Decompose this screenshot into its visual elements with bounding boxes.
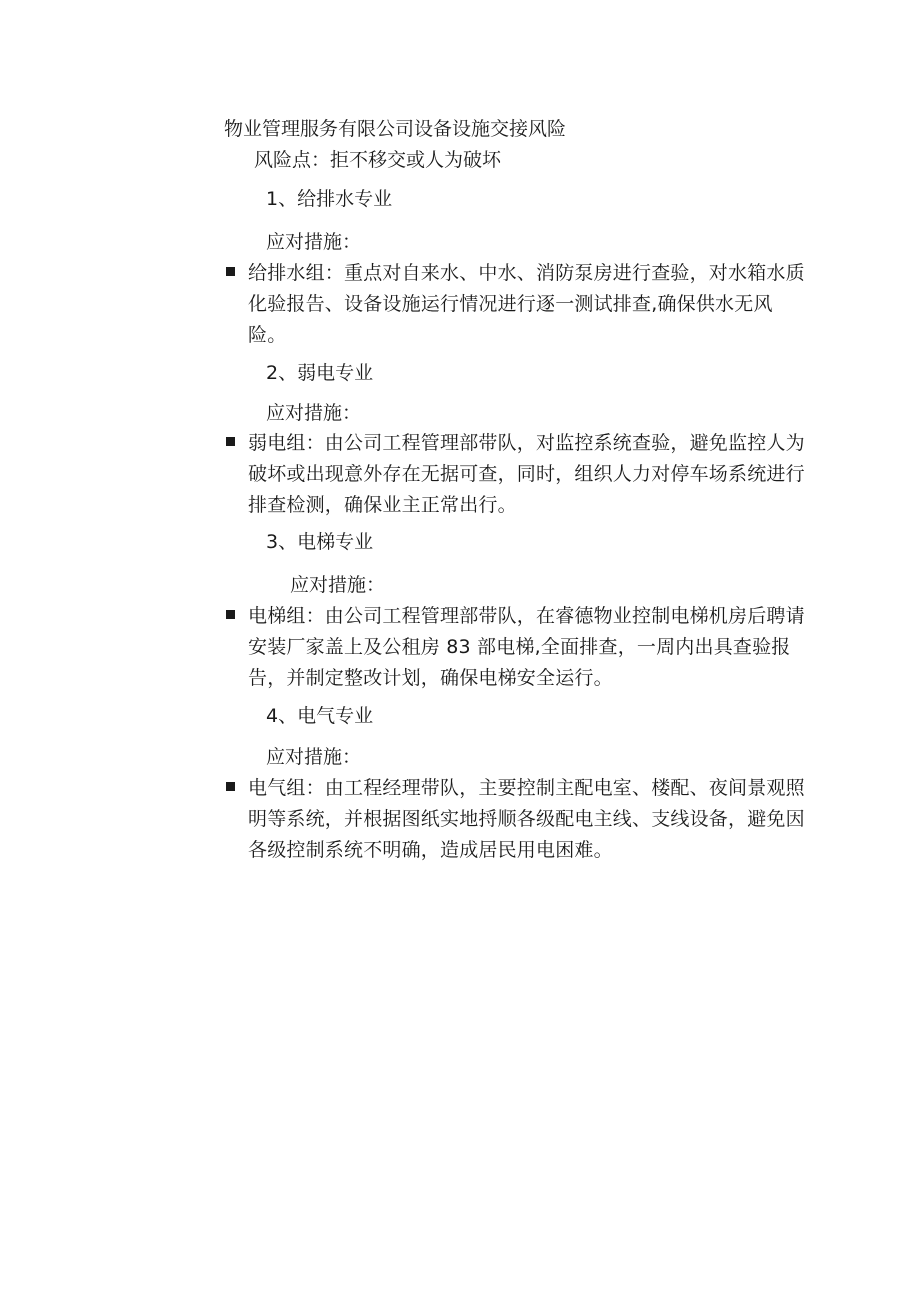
- bullet-text-electrical: 电气组：由工程经理带队，主要控制主配电室、楼配、夜间景观照明等系统，并根据图纸实地捋顺各级配电主线、支线设备，避免因各级控制系统不明确，造成居民用电困难。: [248, 777, 805, 861]
- bullet-text-weak-current: 弱电组：由公司工程管理部带队，对监控系统查验，避免监控人为破坏或出现意外存在无据可查，同时，组织人力对停车场系统进行排查检测，确保业主正常出行。: [248, 432, 805, 516]
- measure-label-weak-current: 应对措施：: [266, 402, 362, 424]
- measure-label-electrical: 应对措施：: [266, 746, 362, 768]
- section-heading-weak-current: 2、弱电专业: [266, 362, 374, 384]
- document-title: 物业管理服务有限公司设备设施交接风险: [224, 118, 567, 140]
- measure-label-water: 应对措施：: [266, 231, 362, 253]
- square-bullet-icon: [226, 782, 235, 791]
- square-bullet-icon: [226, 437, 235, 446]
- section-heading-electrical: 4、电气专业: [266, 705, 374, 727]
- section-heading-water: 1、给排水专业: [266, 188, 393, 210]
- square-bullet-icon: [226, 267, 235, 276]
- square-bullet-icon: [226, 610, 235, 619]
- risk-point: 风险点：拒不移交或人为破坏: [254, 149, 502, 171]
- measure-label-elevator: 应对措施：: [290, 574, 386, 596]
- bullet-text-elevator: 电梯组：由公司工程管理部带队，在睿德物业控制电梯机房后聘请安装厂家盖上及公租房 83 部电梯,全面排查，一周内出具查验报告，并制定整改计划，确保电梯安全运行。: [248, 605, 805, 689]
- bullet-text-water: 给排水组：重点对自来水、中水、消防泵房进行查验，对水箱水质化验报告、设备设施运行情况进行逐一测试排查,确保供水无风险。: [248, 262, 805, 346]
- section-heading-elevator: 3、电梯专业: [266, 531, 374, 553]
